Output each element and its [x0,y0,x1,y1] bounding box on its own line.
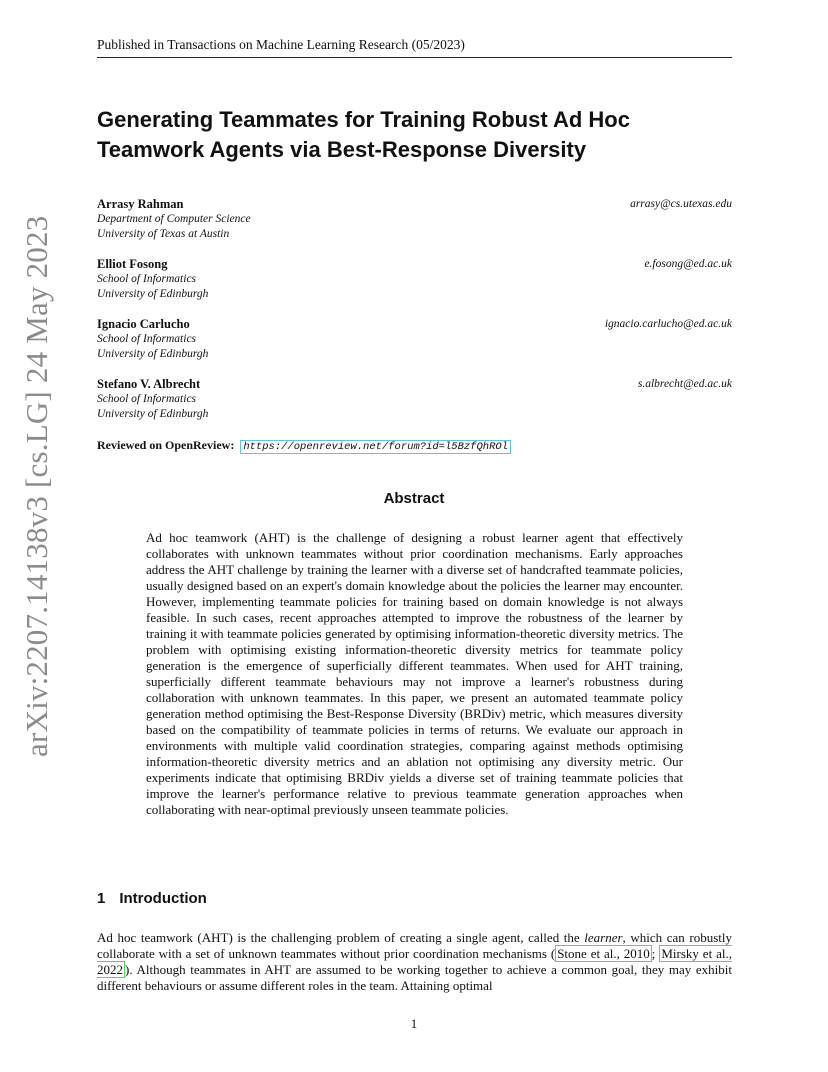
author-affiliation: University of Edinburgh [97,408,209,420]
author-affiliation: University of Edinburgh [97,288,209,300]
author-affiliation: Department of Computer Science [97,213,251,225]
section-number: 1 [97,890,106,907]
citation-link[interactable]: Stone et al., 2010 [557,946,650,961]
author-name: Stefano V. Albrecht [97,377,201,391]
author-email[interactable]: s.albrecht@ed.ac.uk [637,378,732,390]
learner-term: learner [584,930,623,945]
author-email[interactable]: ignacio.carlucho@ed.ac.uk [604,318,732,330]
intro-text: , which can robustly collaborate with a set of unknown teammates without prior coordination mechanisms ( [97,930,732,961]
section-heading [97,890,207,907]
author-block [97,377,732,422]
author-email[interactable]: arrasy@cs.utexas.edu [630,198,732,210]
review-label: Reviewed on OpenReview: [97,438,235,452]
author-block [97,317,732,362]
running-head: Published in Transactions on Machine Learning Research (05/2023) [97,37,732,58]
citation-separator: ; [651,946,660,961]
author-affiliation: School of Informatics [97,273,197,285]
abstract-heading: Abstract [383,490,445,507]
author-block [97,257,732,302]
author-affiliation: University of Edinburgh [97,348,209,360]
author-name: Arrasy Rahman [97,197,184,211]
author-email[interactable]: e.fosong@ed.ac.uk [644,258,732,270]
author-name: Ignacio Carlucho [97,317,190,331]
author-affiliation: University of Texas at Austin [97,228,230,240]
citation-link[interactable]: Mirsky et al., 2022 [97,946,732,977]
page-number: 1 [410,1016,418,1031]
author-block [97,197,732,242]
arxiv-stamp: arXiv:2207.14138v3 [cs.LG] 24 May 2023 [19,215,54,757]
paper-title: Generating Teammates for Training Robust Ad Hoc Teamwork Agents via Best-Response Diversity [97,107,630,162]
openreview-link[interactable]: https://openreview.net/forum?id=l5BzfQhROl [240,440,511,454]
author-affiliation: School of Informatics [97,333,197,345]
introduction-paragraph [97,930,732,994]
intro-text: Ad hoc teamwork (AHT) is the challenging problem of creating a single agent, called the [97,930,585,945]
section-title: Introduction [119,890,207,907]
author-affiliation: School of Informatics [97,393,197,405]
review-line [97,437,511,455]
abstract-text: Ad hoc teamwork (AHT) is the challenge of designing a robust learner agent that effectively collaborates with unknown teammates without prior coordination mechanisms. Early approaches address the AHT challenge by training the learner with a diverse set of handcrafted teammate policies, usually designed based on an expert's domain knowledge about the policies the learner may encounter. However, implementing teammate policies for training based on domain knowledge is not always feasible. In such cases, recent approaches attempted to improve the robustness of the learner by training it with teammate policies generated by optimising information-theoretic diversity metrics. The problem with optimising existing information-theoretic diversity metrics for teammate policy generation is the emergence of superficially different teammates. When used for AHT training, superficially different teammate behaviours may not improve a learner's robustness during collaboration with unknown teammates. In this paper, we present an automated teammate policy generation method optimising the Best-Response Diversity (BRDiv) metric, which measures diversity based on the compatibility of teammate policies in terms of returns. We evaluate our approach in environments with multiple valid coordination strategies, comparing against methods optimising information-theoretic diversity metrics and an ablation not optimising any diversity metric. Our experiments indicate that optimising BRDiv yields a diverse set of training teammate policies that improve the learner's performance relative to previous teammate generation approaches when collaborating with near-optimal previously unseen teammate policies. [146,530,683,817]
author-name: Elliot Fosong [97,257,168,271]
intro-text: ). Although teammates in AHT are assumed to be working together to achieve a common goal, they may exhibit different behaviours or assume different roles in the team. Attaining optimal [97,962,732,993]
